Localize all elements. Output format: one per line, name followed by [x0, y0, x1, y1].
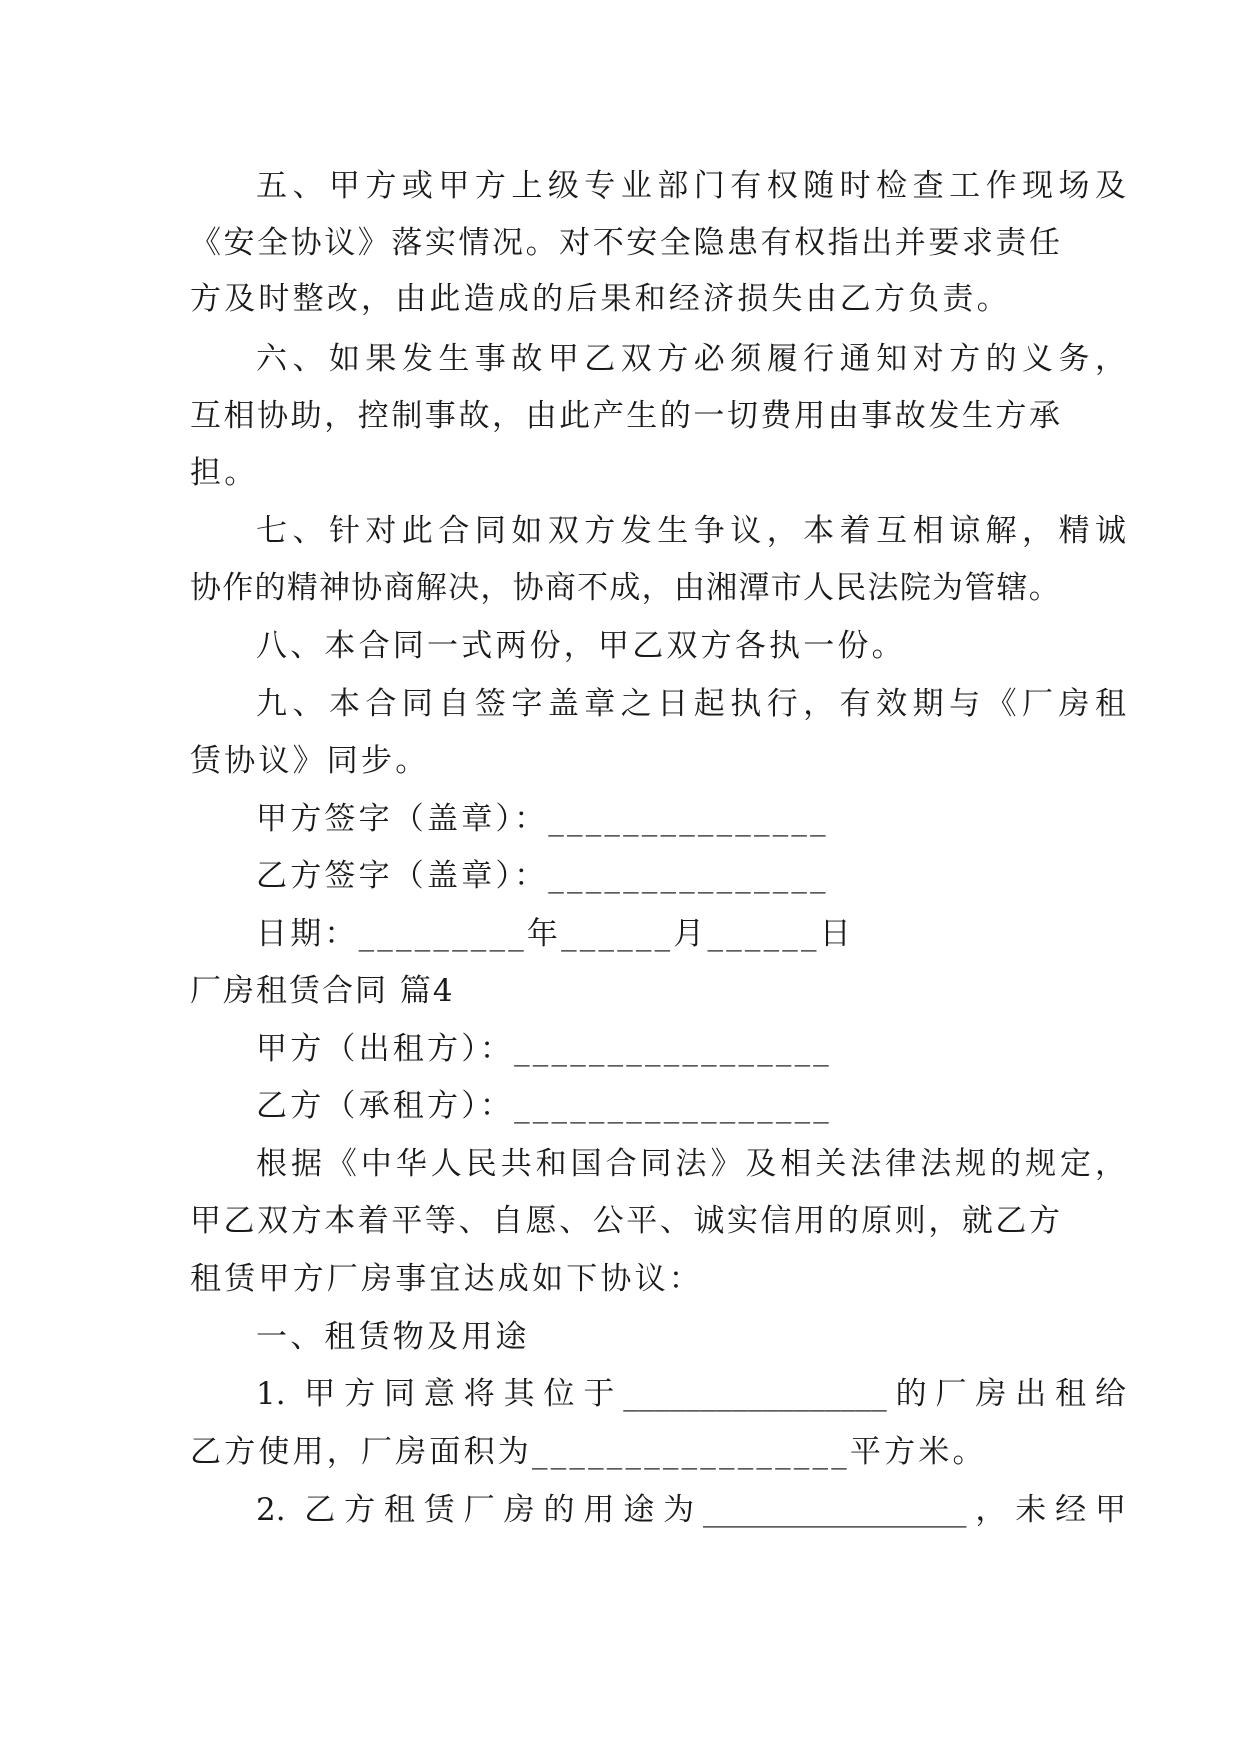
party-a-line: 甲方（出租方）：_________________: [256, 1031, 832, 1067]
party-b-line: 乙方（承租方）：_________________: [256, 1088, 832, 1124]
signature-line-party-a: 甲方签字（盖章）：_______________: [256, 801, 829, 837]
signature-line-party-b: 乙方签字（盖章）：_______________: [256, 858, 829, 894]
paragraph-line: 互相协助，控制事故，由此产生的一切费用由事故发生方承: [190, 398, 1060, 434]
paragraph-line: 八、本合同一式两份，甲乙双方各执一份。: [256, 628, 906, 664]
paragraph-line: 六、如果发生事故甲乙双方必须履行通知对方的义务，: [256, 341, 1126, 377]
paragraph-line: 1. 甲方同意将其位于_________________的厂房出租给: [256, 1376, 1126, 1412]
date-line: 日期：_________年______月______日: [256, 916, 854, 952]
paragraph-line: 2. 乙方租赁厂房的用途为_________________，未经甲: [256, 1492, 1126, 1528]
paragraph-line: 九、本合同自签字盖章之日起执行，有效期与《厂房租: [256, 686, 1126, 722]
paragraph-line: 乙方使用，厂房面积为_________________平方米。: [190, 1434, 987, 1470]
paragraph-line: 方及时整改，由此造成的后果和经济损失由乙方负责。: [190, 281, 1011, 317]
paragraph-line: 《安全协议》落实情况。对不安全隐患有权指出并要求责任: [190, 225, 1060, 261]
paragraph-line: 七、针对此合同如双方发生争议，本着互相谅解，精诚: [256, 513, 1126, 549]
paragraph-line: 甲乙双方本着平等、自愿、公平、诚实信用的原则，就乙方: [190, 1203, 1060, 1239]
paragraph-line: 根据《中华人民共和国合同法》及相关法律法规的规定，: [256, 1146, 1126, 1182]
paragraph-line: 赁协议》同步。: [190, 743, 430, 779]
paragraph-line: 担。: [190, 455, 259, 491]
clause-heading: 一、租赁物及用途: [256, 1319, 530, 1355]
section-heading: 厂房租赁合同 篇4: [190, 973, 455, 1009]
paragraph-line: 协作的精神协商解决，协商不成，由湘潭市人民法院为管辖。: [190, 570, 1060, 606]
paragraph-line: 租赁甲方厂房事宜达成如下协议：: [190, 1261, 703, 1297]
paragraph-line: 五、甲方或甲方上级专业部门有权随时检查工作现场及: [256, 168, 1126, 204]
